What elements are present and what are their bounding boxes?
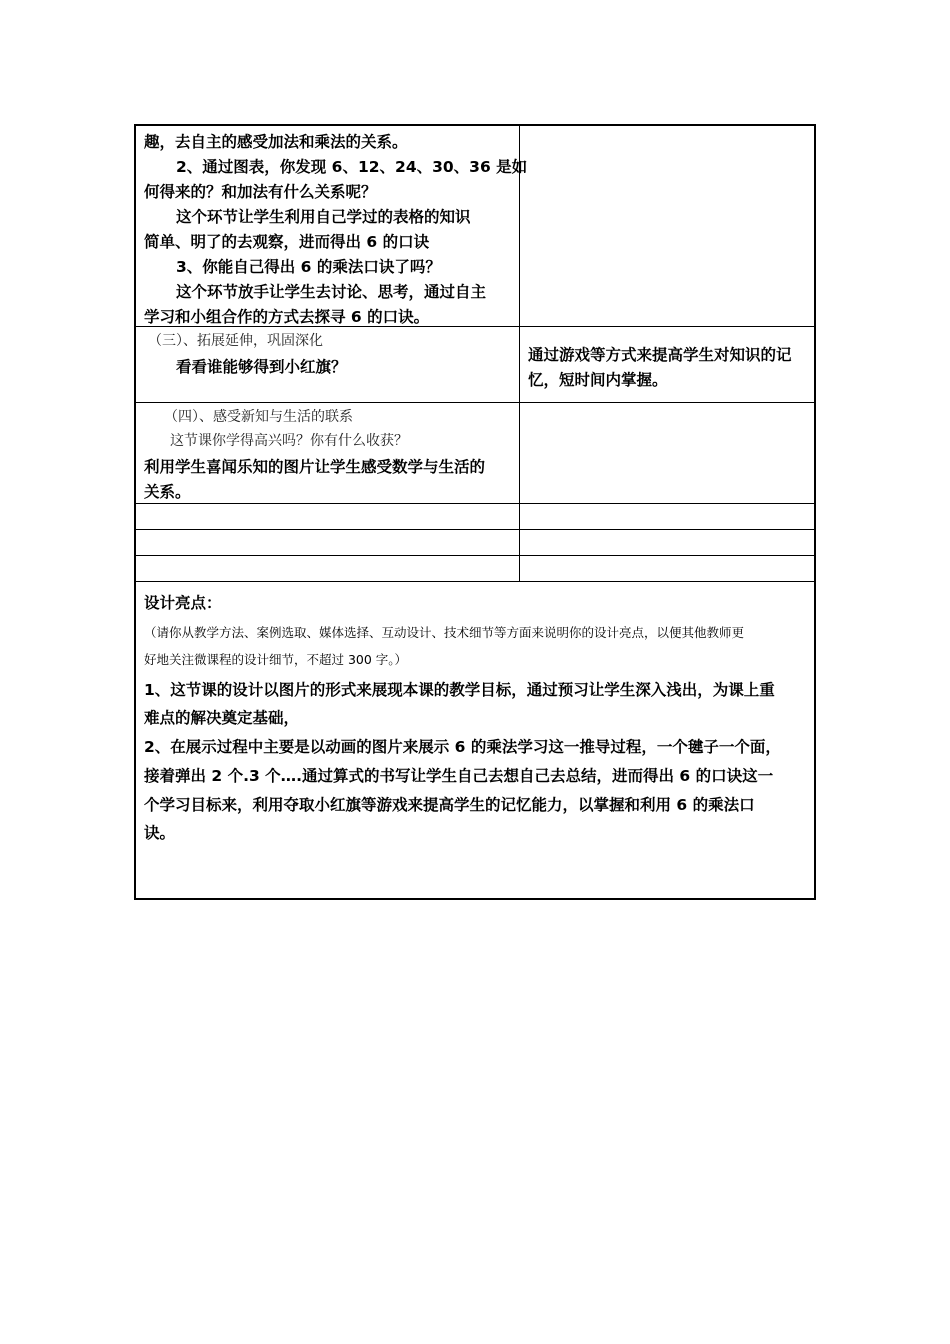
highlights-body-line-4: 接着弹出 2 个.3 个….通过算式的书写让学生自己去想自己去总结，进而得出 6 的口诀这一: [144, 767, 774, 785]
process-line-4: 这个环节让学生利用自己学过的表格的知识: [176, 208, 471, 226]
life-connection-heading: （四）、感受新知与生活的联系: [164, 409, 353, 425]
highlights-body-line-3: 2、在展示过程中主要是以动画的图片来展示 6 的乘法学习这一推导过程，一个毽子一个面，: [144, 738, 781, 756]
highlights-title: 设计亮点：: [144, 594, 222, 612]
life-connection-line-1: 利用学生喜闻乐知的图片让学生感受数学与生活的: [144, 458, 486, 476]
process-line-6: 3、你能自己得出 6 的乘法口诀了吗？: [176, 258, 441, 276]
empty-cell: [136, 504, 520, 529]
process-notes-cell: [520, 126, 814, 326]
empty-cell: [520, 556, 814, 581]
extension-notes-cell: [520, 327, 814, 402]
empty-cell: [520, 530, 814, 555]
extension-cell: [136, 327, 520, 402]
extension-note-line-1: 通过游戏等方式来提高学生对知识的记: [528, 346, 792, 364]
extension-question: 看看谁能够得到小红旗？: [176, 358, 347, 376]
lesson-design-table: [134, 124, 816, 900]
process-line-3: 何得来的？和加法有什么关系呢？: [144, 183, 377, 201]
table-row-empty: [136, 530, 814, 556]
empty-cell: [136, 530, 520, 555]
highlights-body-line-1: 1、这节课的设计以图片的形式来展现本课的教学目标，通过预习让学生深入浅出，为课上重: [144, 681, 775, 699]
table-row-life-connection: [136, 403, 814, 504]
highlights-note-line-2: 好地关注微课程的设计细节，不超过 300 字。）: [144, 652, 408, 667]
extension-note-line-2: 忆，短时间内掌握。: [528, 371, 668, 389]
life-connection-notes-cell: [520, 403, 814, 503]
design-highlights-section: [136, 582, 814, 898]
highlights-note-line-1: （请你从教学方法、案例选取、媒体选择、互动设计、技术细节等方面来说明你的设计亮点，以便其他教师更: [144, 625, 745, 640]
life-connection-cell: [136, 403, 520, 503]
empty-cell: [136, 556, 520, 581]
table-row-empty: [136, 556, 814, 582]
table-row-empty: [136, 504, 814, 530]
life-connection-line-2: 关系。: [144, 483, 191, 501]
extension-heading: （三）、拓展延伸，巩固深化: [148, 333, 323, 349]
process-line-7: 这个环节放手让学生去讨论、思考，通过自主: [176, 283, 487, 301]
process-line-2: 2、通过图表，你发现 6、12、24、30、36 是如: [176, 158, 528, 176]
highlights-body-line-2: 难点的解决奠定基础，: [144, 709, 300, 727]
process-line-5: 简单、明了的去观察，进而得出 6 的口诀: [144, 233, 430, 251]
life-connection-question: 这节课你学得高兴吗？你有什么收获？: [170, 433, 408, 449]
empty-cell: [520, 504, 814, 529]
table-row-process: [136, 126, 814, 327]
table-row-extension: [136, 327, 814, 403]
process-cell: [136, 126, 528, 326]
highlights-body-line-6: 诀。: [144, 824, 176, 842]
process-line-1: 趣，去自主的感受加法和乘法的关系。: [144, 133, 408, 151]
highlights-body-line-5: 个学习目标来，利用夺取小红旗等游戏来提高学生的记忆能力，以掌握和利用 6 的乘法口: [144, 796, 755, 814]
process-line-8: 学习和小组合作的方式去探寻 6 的口诀。: [144, 308, 430, 326]
